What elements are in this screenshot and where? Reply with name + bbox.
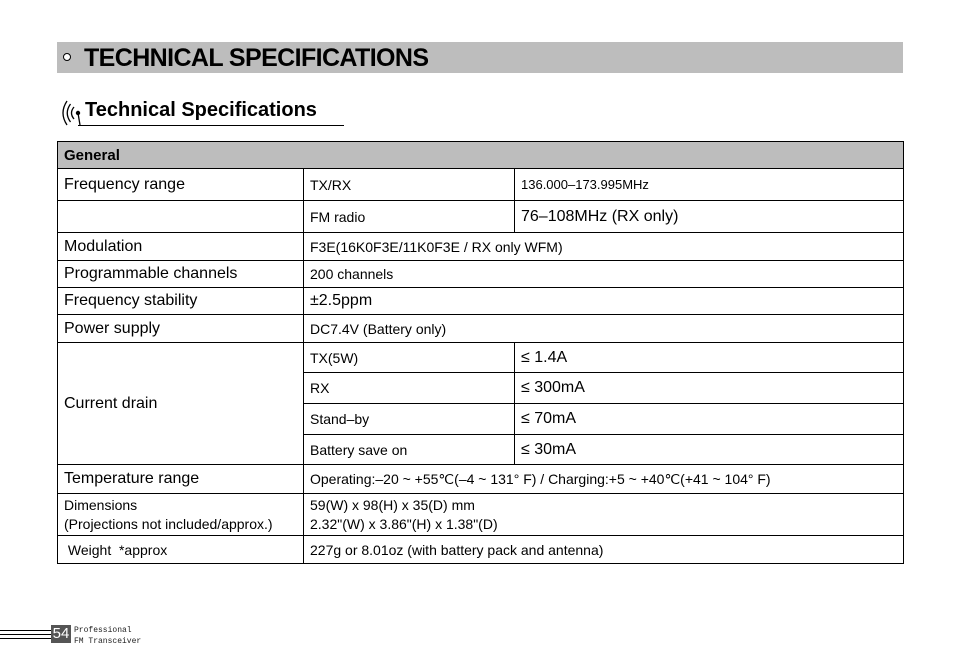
- stability-value: ±2.5ppm: [304, 288, 904, 315]
- current-value-cell: ≤ 1.4A: [515, 343, 904, 373]
- table-row: [58, 465, 904, 494]
- table-row: [58, 169, 904, 201]
- table-row: [58, 261, 904, 288]
- table-row: [58, 494, 904, 536]
- frequency-mode-cell: FM radio: [304, 201, 515, 233]
- frequency-value-cell: 136.000–173.995MHz: [515, 169, 904, 201]
- section-title: Technical Specifications: [85, 99, 317, 121]
- current-drain-label: Current drain: [58, 343, 304, 465]
- dimensions-label: [58, 494, 304, 536]
- table-row: [58, 142, 904, 169]
- footer-line: Professional: [74, 626, 132, 635]
- temperature-value: Operating:–20 ~ +55℃(–4 ~ 131° F) / Charging:+5 ~ +40℃(+41 ~ 104° F): [304, 465, 904, 494]
- stability-label: Frequency stability: [58, 288, 304, 315]
- modulation-value: F3E(16K0F3E/11K0F3E / RX only WFM): [304, 233, 904, 261]
- weight-label: Weight *approx: [58, 536, 304, 564]
- power-value: DC7.4V (Battery only): [304, 315, 904, 343]
- current-value-cell: ≤ 300mA: [515, 373, 904, 404]
- empty-cell: [58, 201, 304, 233]
- table-row: [58, 288, 904, 315]
- modulation-label: Modulation: [58, 233, 304, 261]
- power-label: Power supply: [58, 315, 304, 343]
- footer-text: [74, 625, 141, 647]
- table-row: [58, 201, 904, 233]
- channels-value: 200 channels: [304, 261, 904, 288]
- table-row: [58, 315, 904, 343]
- general-header: General: [58, 142, 904, 169]
- dimensions-label-line: Dimensions: [64, 496, 138, 513]
- dimensions-value-line: 2.32"(W) x 3.86"(H) x 1.38"(D): [310, 515, 498, 532]
- channels-label: Programmable channels: [58, 261, 304, 288]
- current-mode-cell: Stand–by: [304, 404, 515, 435]
- temperature-label: Temperature range: [58, 465, 304, 494]
- table-row: [58, 343, 904, 373]
- page-number: 54: [52, 625, 70, 642]
- dimensions-label-line: (Projections not included/approx.): [64, 515, 273, 532]
- weight-value: 227g or 8.01oz (with battery pack and antenna): [304, 536, 904, 564]
- current-mode-cell: RX: [304, 373, 515, 404]
- radio-wave-icon: [58, 98, 86, 128]
- frequency-mode-cell: TX/RX: [304, 169, 515, 201]
- section-underline: [78, 125, 344, 126]
- frequency-value-cell: 76–108MHz (RX only): [515, 201, 904, 233]
- frequency-range-label: Frequency range: [58, 169, 304, 201]
- table-row: [58, 233, 904, 261]
- current-mode-cell: Battery save on: [304, 435, 515, 465]
- section-heading: [58, 96, 344, 128]
- page-title: TECHNICAL SPECIFICATIONS: [84, 44, 429, 72]
- dimensions-value-line: 59(W) x 98(H) x 35(D) mm: [310, 496, 475, 513]
- footer-rule: [0, 630, 52, 642]
- current-value-cell: ≤ 30mA: [515, 435, 904, 465]
- dimensions-value: [304, 494, 904, 536]
- table-row: [58, 536, 904, 564]
- current-mode-cell: TX(5W): [304, 343, 515, 373]
- footer-line: FM Transceiver: [74, 637, 142, 646]
- spec-table: [57, 141, 904, 564]
- circle-bullet-icon: [63, 53, 71, 61]
- current-value-cell: ≤ 70mA: [515, 404, 904, 435]
- header-bar: [57, 42, 903, 73]
